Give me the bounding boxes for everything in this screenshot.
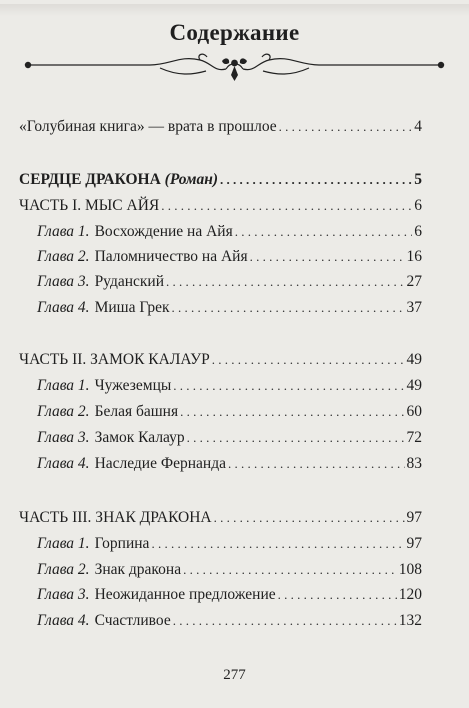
toc-entry-novel (19, 170, 422, 190)
dot-leader (279, 117, 413, 137)
novel-title: СЕРДЦЕ ДРАКОНА (19, 171, 161, 188)
dot-leader (183, 560, 397, 580)
dot-leader (173, 611, 397, 631)
dot-leader (278, 585, 397, 605)
toc-entry-label: «Голубиная книга» — врата в прошлое (19, 118, 277, 135)
toc-part-heading: ЧАСТЬ I. МЫС АЙЯ . . . 6 (19, 196, 422, 216)
dot-leader (214, 508, 405, 528)
toc-chapter-entry: Глава 2. Паломничество на Айя . . . 16 (37, 247, 422, 267)
toc-chapter-entry: Глава 1. Горпина . . . 97 (37, 534, 422, 554)
dot-leader (220, 170, 412, 190)
toc-chapter-entry: Глава 2. Белая башня . . . 60 (37, 402, 422, 422)
toc-entry-page: 4 (414, 118, 422, 135)
toc-chapter-entry: Глава 1. Чужеземцы . . . 49 (37, 376, 422, 396)
bleed-through-strip (0, 4, 469, 16)
decorative-divider-ornament (0, 50, 469, 84)
dot-leader (228, 454, 405, 474)
toc-entry-page: 5 (414, 171, 422, 188)
toc-chapter-entry: Глава 4. Миша Грек . . . 37 (37, 298, 422, 318)
dot-leader (187, 428, 405, 448)
toc-chapter-entry: Глава 3. Руданский . . . 27 (37, 272, 422, 292)
toc-chapter-entry: Глава 4. Наследие Фернанда . . . 83 (37, 454, 422, 474)
page-number: 277 (223, 667, 246, 683)
dot-leader (151, 534, 404, 554)
toc-chapter-entry: Глава 2. Знак дракона . . . 108 (37, 560, 422, 580)
dot-leader (166, 272, 404, 292)
dot-leader (212, 350, 405, 370)
toc-chapter-entry: Глава 4. Счастливое . . . 132 (37, 611, 422, 631)
dot-leader (250, 247, 405, 267)
toc-part-heading: ЧАСТЬ III. ЗНАК ДРАКОНА . . . 97 (19, 508, 422, 528)
dot-leader (180, 402, 404, 422)
dot-leader (235, 222, 413, 242)
toc-chapter-entry: Глава 3. Замок Калаур . . . 72 (37, 428, 422, 448)
dot-leader (171, 298, 404, 318)
toc-chapter-entry: Глава 1. Восхождение на Айя . . . 6 (37, 222, 422, 242)
toc-chapter-entry: Глава 3. Неожиданное предложение . . . 120 (37, 585, 422, 605)
toc-entry-intro (19, 117, 422, 137)
dot-leader (161, 196, 412, 216)
toc-part-heading: ЧАСТЬ II. ЗАМОК КАЛАУР . . . 49 (19, 350, 422, 370)
dot-leader (173, 376, 404, 396)
novel-genre: (Роман) (164, 171, 219, 188)
page-title: Содержание (169, 20, 300, 45)
